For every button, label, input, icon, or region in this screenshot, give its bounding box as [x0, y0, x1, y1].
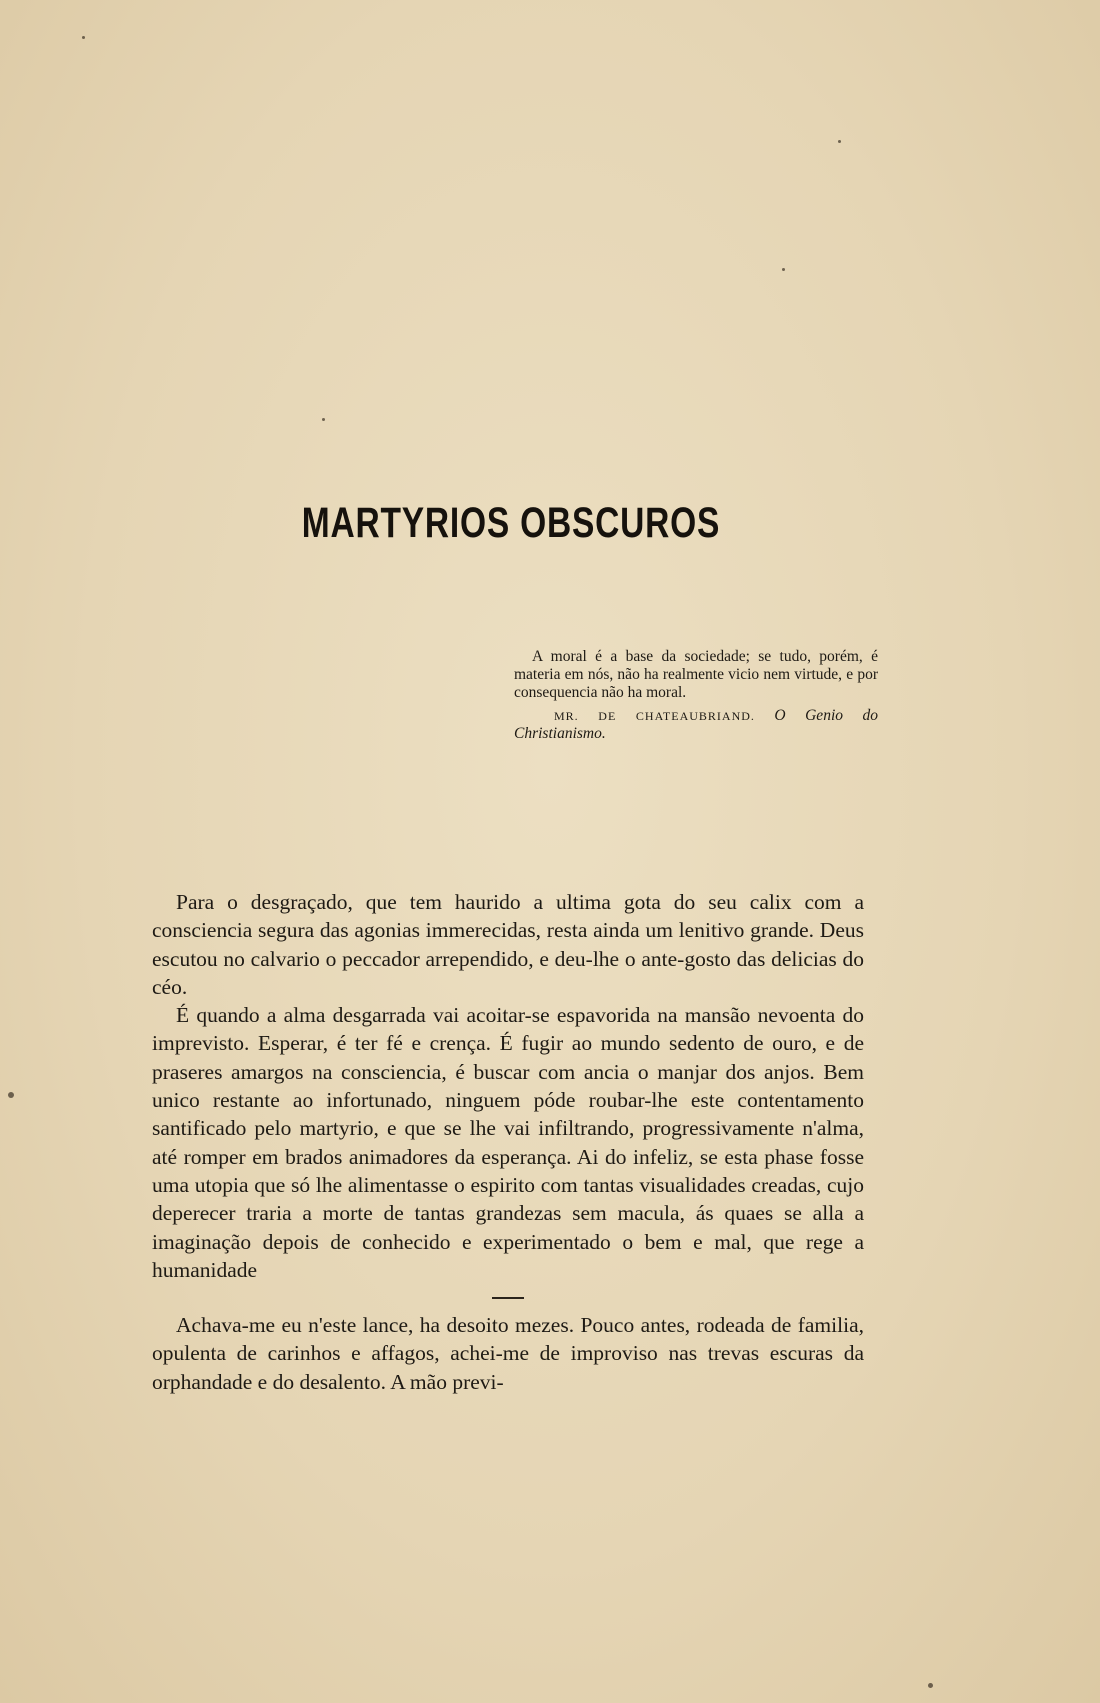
body-paragraph: Para o desgraçado, que tem haurido a ultima gota do seu calix com a consciencia segura das agonias immerecidas, resta ainda um lenitivo grande. Deus escutou no calvario o peccador arrependido, e deu-lhe o ante-gosto das delicias do céo. [152, 890, 864, 999]
paper-speck [82, 36, 85, 39]
body-paragraph: Achava-me eu n'este lance, ha desoito mezes. Pouco antes, rodeada de familia, opulenta de carinhos e affagos, achei-me de improviso nas trevas escuras da orphandade e do desalento. A mão previ- [152, 1313, 864, 1394]
epigraph-text: A moral é a base da sociedade; se tudo, porém, é materia em nós, não ha realmente vicio nem virtude, e por consequencia não ha moral. [514, 648, 878, 701]
paper-speck [838, 140, 841, 143]
body-paragraph: É quando a alma desgarrada vai acoitar-se espavorida na mansão nevoenta do imprevisto. Esperar, é ter fé e crença. É fugir ao mundo sedento de ouro, e de praseres amargos na consciencia, é buscar com ancia o manjar dos anjos. Bem unico restante ao infortunado, ninguem póde roubar-lhe este contentamento santificado pelo martyrio, e que se lhe vai infiltrando, progressivamente n'alma, até romper em brados animadores da esperança. Ai do infeliz, se esta phase fosse uma utopia que só lhe alimentasse o espirito com tantas visualidades creadas, cujo deperecer traria a morte de tantas grandezas sem macula, ás quaes se alla a imaginação depois de conhecido e experimentado o bem e mal, que rege a humanidade [152, 1003, 864, 1282]
paper-speck [322, 418, 325, 421]
epigraph [514, 648, 878, 743]
epigraph-attribution [514, 707, 878, 743]
section-divider [492, 1297, 524, 1299]
epigraph-author: MR. DE CHATEAUBRIAND. [554, 709, 755, 723]
article-title: MARTYRIOS OBSCUROS [301, 498, 721, 547]
paper-speck [782, 268, 785, 271]
paper-speck [8, 1092, 14, 1098]
article-body [152, 888, 864, 1396]
paper-speck [928, 1683, 933, 1688]
epigraph-work: O Genio do Christianismo. [514, 707, 878, 742]
